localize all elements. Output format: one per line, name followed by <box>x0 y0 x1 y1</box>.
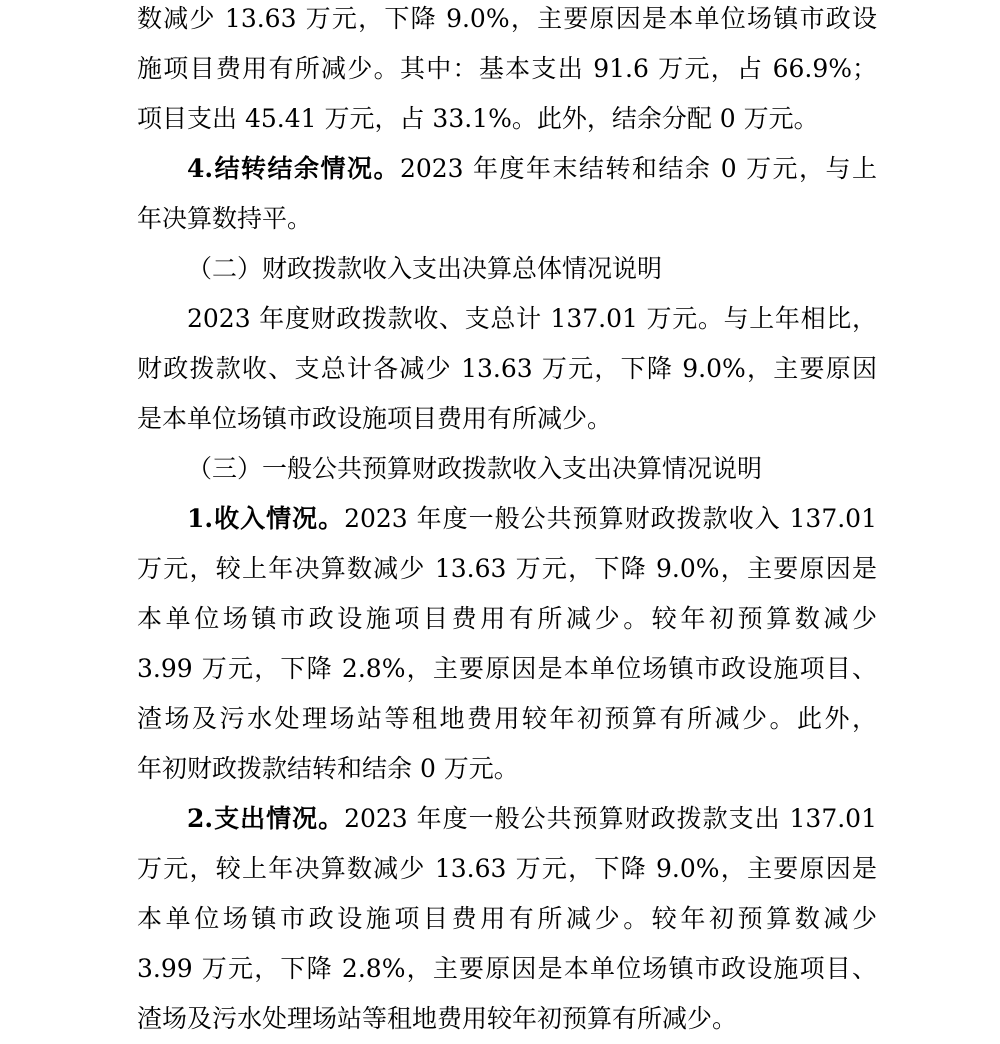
section-heading: 1.收入情况。 <box>187 504 345 533</box>
paragraph-line: 4.结转结余情况。2023 年度年末结转和结余 0 万元，与上 <box>187 154 878 183</box>
paragraph-line: 1.收入情况。2023 年度一般公共预算财政拨款收入 137.01 <box>187 504 877 533</box>
paragraph-line: 万元，较上年决算数减少 13.63 万元，下降 9.0%，主要原因是 <box>137 854 877 883</box>
section-heading: 4.结转结余情况。 <box>187 154 400 183</box>
paragraph-line: 3.99 万元，下降 2.8%，主要原因是本单位场镇市政设施项目、 <box>137 954 877 983</box>
paragraph-line: 施项目费用有所减少。其中：基本支出 91.6 万元，占 66.9%； <box>137 54 877 83</box>
section-heading: 2.支出情况。 <box>187 804 345 833</box>
paragraph-line: 年初财政拨款结转和结余 0 万元。 <box>137 754 519 783</box>
paragraph-line: 万元，较上年决算数减少 13.63 万元，下降 9.0%，主要原因是 <box>137 554 877 583</box>
section-title: （二）财政拨款收入支出决算总体情况说明 <box>187 254 663 283</box>
paragraph-line: 财政拨款收、支总计各减少 13.63 万元，下降 9.0%，主要原因 <box>137 354 877 383</box>
paragraph-line: 2.支出情况。2023 年度一般公共预算财政拨款支出 137.01 <box>187 804 877 833</box>
paragraph-line: 年决算数持平。 <box>137 204 313 233</box>
paragraph-line: 本单位场镇市政设施项目费用有所减少。较年初预算数减少 <box>137 604 877 633</box>
paragraph-line: 项目支出 45.41 万元，占 33.1%。此外，结余分配 0 万元。 <box>137 104 819 133</box>
paragraph-line: 是本单位场镇市政设施项目费用有所减少。 <box>137 404 613 433</box>
paragraph-line: 3.99 万元，下降 2.8%，主要原因是本单位场镇市政设施项目、 <box>137 654 877 683</box>
paragraph-line: 渣场及污水处理场站等租地费用较年初预算有所减少。此外， <box>137 704 877 733</box>
section-title: （三）一般公共预算财政拨款收入支出决算情况说明 <box>187 454 763 483</box>
paragraph-line: 2023 年度财政拨款收、支总计 137.01 万元。与上年相比， <box>187 304 877 333</box>
paragraph-line: 数减少 13.63 万元，下降 9.0%，主要原因是本单位场镇市政设 <box>137 4 877 33</box>
paragraph-line: 渣场及污水处理场站等租地费用较年初预算有所减少。 <box>137 1004 738 1033</box>
paragraph-line: 本单位场镇市政设施项目费用有所减少。较年初预算数减少 <box>137 904 877 933</box>
